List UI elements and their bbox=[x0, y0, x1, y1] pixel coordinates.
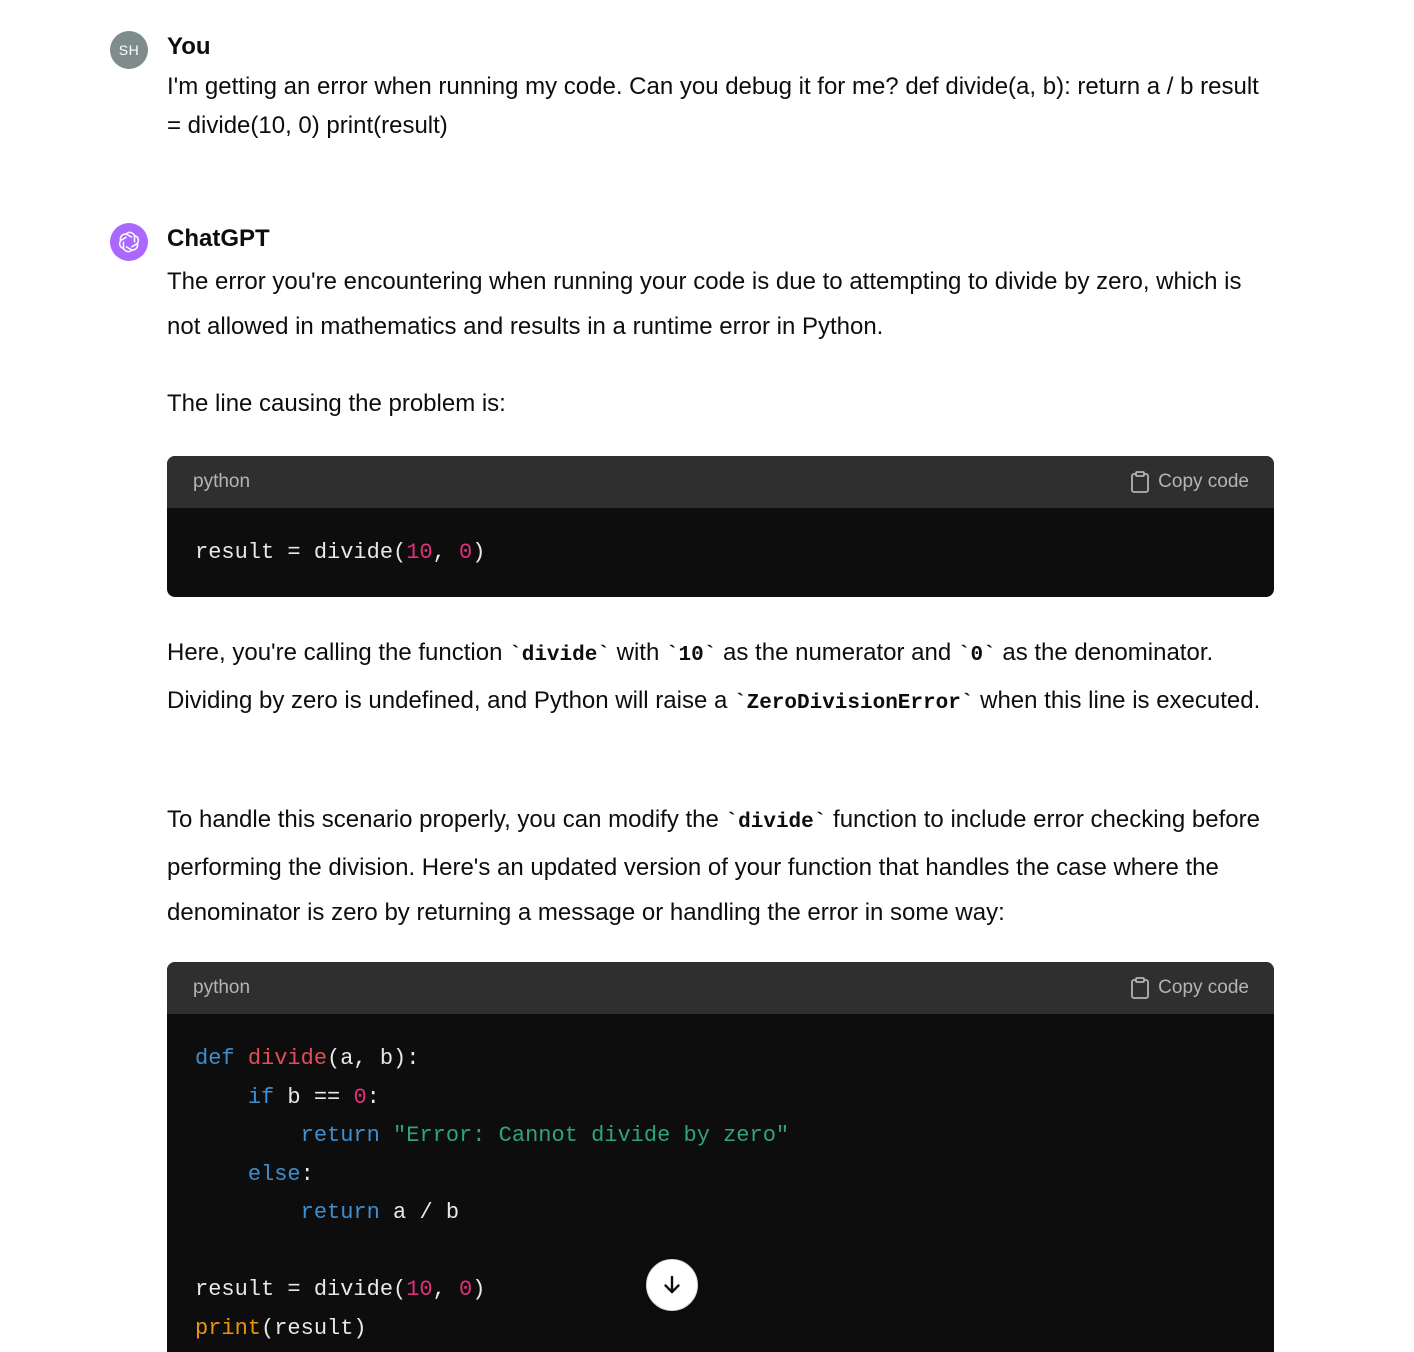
text-run: as the denominator. Dividing by zero is undefined, and Python will raise a bbox=[167, 639, 1214, 714]
code-block-2-language: python bbox=[193, 977, 251, 998]
code-token-number: 0 bbox=[459, 1277, 473, 1302]
code-token: result = divide( bbox=[195, 540, 407, 565]
inline-code: `10` bbox=[665, 644, 717, 667]
assistant-paragraph-4-text bbox=[167, 797, 1277, 935]
user-avatar bbox=[110, 31, 148, 69]
code-token: : bbox=[366, 1084, 380, 1110]
text-run: when this line is executed. bbox=[973, 687, 1261, 714]
assistant-paragraph-2 bbox=[167, 381, 1277, 426]
code-token: result = divide( bbox=[195, 1277, 407, 1302]
code-block-1-language: python bbox=[193, 471, 251, 492]
code-token: (a, b): bbox=[327, 1046, 420, 1071]
assistant-paragraph-4 bbox=[167, 797, 1277, 935]
assistant-author-name: ChatGPT bbox=[167, 225, 270, 252]
code-token-keyword: if bbox=[247, 1084, 275, 1110]
copy-code-button-2[interactable] bbox=[1130, 977, 1249, 999]
code-token: , bbox=[432, 1277, 460, 1302]
scroll-to-bottom-button[interactable] bbox=[646, 1259, 698, 1311]
arrow-down-icon bbox=[660, 1273, 684, 1297]
assistant-paragraph-3-text bbox=[167, 630, 1277, 726]
code-token: ) bbox=[472, 1277, 486, 1302]
code-token: (result) bbox=[261, 1315, 367, 1341]
assistant-paragraph-1-text: The error you're encountering when running your code is due to attempting to divide by zero, which is not allowed in mathematics and results in a runtime error in Python. bbox=[167, 268, 1242, 340]
assistant-avatar bbox=[110, 223, 148, 261]
code-token-keyword: return bbox=[300, 1123, 380, 1148]
copy-code-button-1[interactable] bbox=[1130, 471, 1249, 493]
text-run: as the numerator and bbox=[716, 639, 958, 666]
code-token-builtin: print bbox=[195, 1315, 262, 1341]
user-avatar-initials: SH bbox=[118, 42, 140, 58]
code-token-keyword: def bbox=[195, 1046, 235, 1071]
code-token: b == bbox=[274, 1084, 354, 1110]
text-run: To handle this scenario properly, you can modify the bbox=[167, 806, 726, 833]
copy-code-label-2: Copy code bbox=[1158, 977, 1249, 998]
text-run: function to include error checking before performing the division. Here's an updated version of your function that handles the case where the denominator is zero by returning a message or handling the error in some way: bbox=[167, 806, 1260, 926]
clipboard-icon bbox=[1130, 977, 1150, 999]
code-block-2-content bbox=[167, 1014, 1274, 1348]
user-message-text bbox=[167, 67, 1277, 145]
inline-code: `0` bbox=[957, 644, 996, 667]
assistant-paragraph-1 bbox=[167, 259, 1277, 349]
user-author-name: You bbox=[167, 33, 211, 60]
code-block-2 bbox=[167, 962, 1274, 1352]
code-token-keyword: else bbox=[247, 1161, 301, 1187]
code-token: ) bbox=[472, 540, 486, 565]
code-token-function: divide bbox=[247, 1046, 328, 1071]
inline-code: `divide` bbox=[725, 811, 827, 834]
code-block-2-header bbox=[167, 962, 1274, 1014]
openai-logo-icon bbox=[116, 229, 142, 255]
code-token-number: 0 bbox=[459, 540, 473, 565]
code-token: a / b bbox=[379, 1200, 460, 1225]
code-token: : bbox=[300, 1161, 314, 1187]
clipboard-icon bbox=[1130, 471, 1150, 493]
code-token-keyword: return bbox=[300, 1200, 380, 1225]
inline-code: `divide` bbox=[509, 644, 610, 667]
code-block-1-content bbox=[167, 508, 1274, 573]
code-token: , bbox=[432, 540, 460, 565]
assistant-paragraph-2-text: The line causing the problem is: bbox=[167, 390, 506, 417]
code-token-number: 10 bbox=[406, 540, 433, 565]
code-token-number: 0 bbox=[353, 1084, 367, 1110]
user-message-paragraph: I'm getting an error when running my code. Can you debug it for me? def divide(a, b): return a / b result = divide(10, 0) print(result) bbox=[167, 73, 1259, 139]
text-run: Here, you're calling the function bbox=[167, 639, 510, 666]
inline-code: `ZeroDivisionError` bbox=[733, 692, 974, 715]
code-token-number: 10 bbox=[406, 1277, 433, 1302]
text-run: with bbox=[609, 639, 666, 666]
assistant-paragraph-3 bbox=[167, 630, 1277, 726]
code-block-1-header bbox=[167, 456, 1274, 508]
code-block-1 bbox=[167, 456, 1274, 597]
copy-code-label-1: Copy code bbox=[1158, 471, 1249, 492]
code-token-string: "Error: Cannot divide by zero" bbox=[393, 1123, 790, 1148]
